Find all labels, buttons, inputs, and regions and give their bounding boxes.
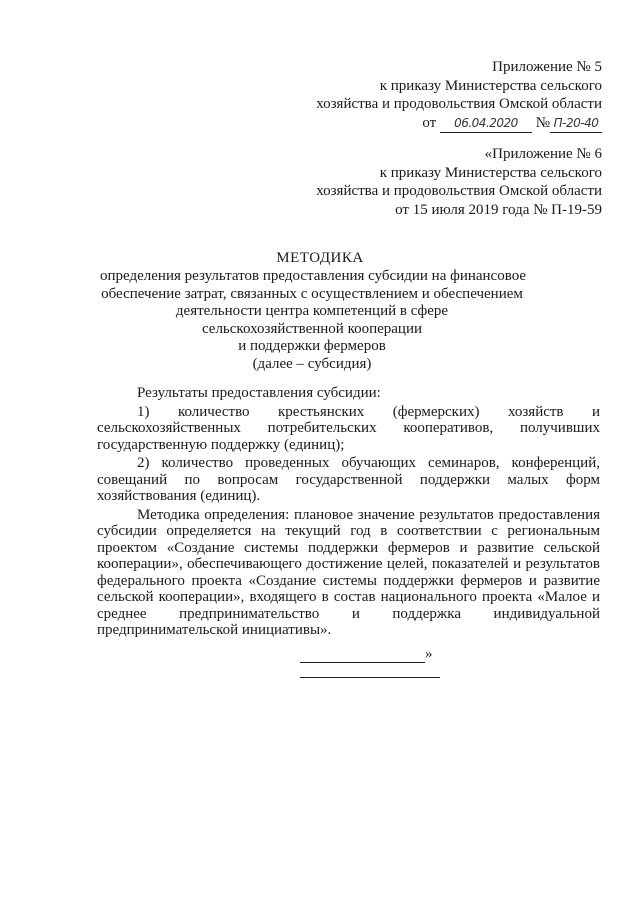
appendix-6-line2: к приказу Министерства сельского: [379, 164, 602, 181]
appendix-5-line3: хозяйства и продовольствия Омской области: [316, 96, 602, 112]
result-item-1: 1) количество крестьянских (фермерских) хозяйств и сельскохозяйственных потребительских кооперативов, получивших государственную поддержку (единиц);: [97, 403, 600, 453]
appendix-5-title: Приложение № 5: [492, 59, 602, 75]
results-heading: Результаты предоставления субсидии:: [137, 385, 381, 401]
from-prefix: от: [422, 114, 437, 131]
appendix-6-title: «Приложение № 6: [484, 146, 602, 162]
handwritten-number: П-20-40: [550, 114, 602, 134]
subtitle-line: определения результатов предоставления субсидии на финансовое: [100, 268, 527, 284]
appendix-5-header: [316, 58, 602, 133]
subtitle-line: обеспечение затрат, связанных с осуществлением и обеспечением: [101, 285, 523, 302]
appendix-6-line3: хозяйства и продовольствия Омской области: [316, 183, 602, 199]
subtitle-line: и поддержки фермеров: [238, 338, 386, 354]
handwritten-date: 06.04.2020: [440, 114, 532, 134]
closing-quote: »: [425, 646, 433, 662]
appendix-5-line2: к приказу Министерства сельского: [379, 77, 602, 94]
subtitle-line: (далее – субсидия): [252, 355, 372, 372]
document-title: МЕТОДИКА: [276, 250, 364, 266]
document-subtitle: [100, 268, 527, 373]
methodology-paragraph: Методика определения: плановое значение результатов предоставления субсидии определяется на текущий год в соответствии с региональным проектом «Создание системы поддержки фермеров и развитие сельской кооперации», обеспечивающего достижение целей, показателей и результатов федерального проекта «Создание системы поддержки фермеров и развитие сельской кооперации», входящего в состав национального проекта «Малое и среднее предпринимательство и поддержка индивидуальной предпринимательской инициативы».: [97, 506, 600, 638]
subtitle-line: сельскохозяйственной кооперации: [201, 320, 423, 337]
end-divider: [300, 677, 440, 678]
document-body: [97, 385, 600, 639]
appendix-6-header: [316, 145, 602, 219]
appendix-6-line4: от 15 июля 2019 года № П-19-59: [395, 201, 602, 218]
closing-underline: [300, 648, 425, 663]
closing-line: [300, 646, 433, 663]
subtitle-line: деятельности центра компетенций в сфере: [175, 303, 449, 319]
number-prefix: №: [535, 114, 550, 131]
result-item-2: 2) количество проведенных обучающих семинаров, конференций, совещаний по вопросам государственной поддержки малых форм хозяйствования (единиц).: [97, 455, 600, 504]
appendix-5-date-number: [316, 114, 602, 134]
